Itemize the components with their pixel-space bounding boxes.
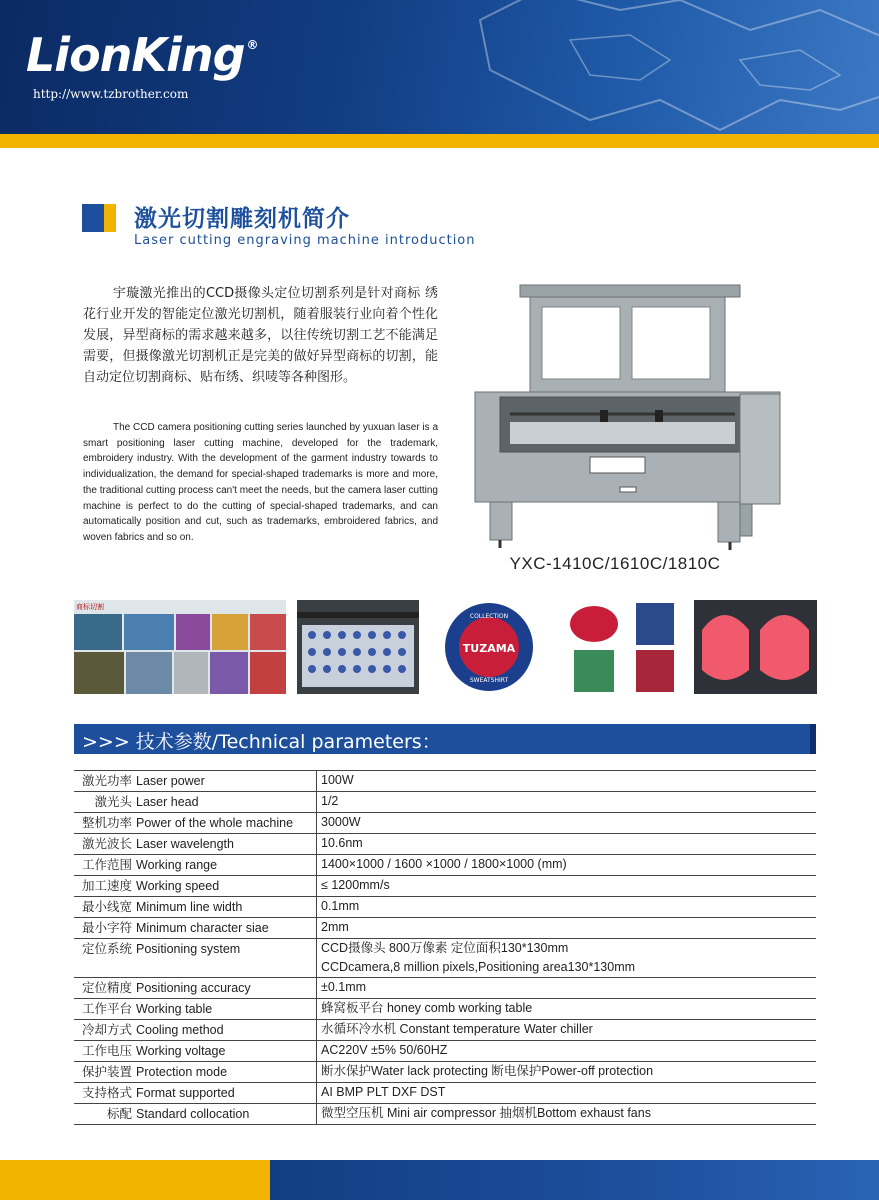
param-label	[74, 999, 317, 1020]
laser-machine-image	[470, 282, 785, 557]
title-marker-yellow	[104, 204, 116, 232]
param-value-text: 1400×1000 / 1600 ×1000 / 1800×1000 (mm)	[321, 857, 567, 871]
param-value-text: 10.6nm	[321, 836, 363, 850]
param-value-text: ≤ 1200mm/s	[321, 878, 390, 892]
table-row	[74, 918, 816, 939]
param-label	[74, 978, 317, 999]
table-row	[74, 897, 816, 918]
param-label-cn: 最小字符	[81, 920, 132, 935]
param-label-en: Working voltage	[136, 1044, 226, 1058]
param-label	[74, 918, 317, 939]
param-label-en: Minimum line width	[136, 900, 243, 914]
gallery-image-emblems	[566, 600, 676, 694]
param-label	[74, 1041, 317, 1062]
param-value-text: CCD摄像头 800万像素 定位面积130*130mm	[321, 941, 569, 955]
param-label-cn: 支持格式	[81, 1085, 132, 1100]
tech-params-title: >>> 技术参数/Technical parameters：	[82, 731, 441, 753]
param-label	[74, 939, 317, 978]
param-value	[317, 939, 817, 978]
param-label	[74, 834, 317, 855]
param-label-en: Laser power	[136, 774, 205, 788]
param-label-en: Cooling method	[136, 1023, 224, 1037]
param-value	[317, 792, 817, 813]
params-table	[74, 770, 816, 1125]
param-label-cn: 标配	[106, 1106, 132, 1121]
badge-text-sweatshirt: SWEATSHIRT	[469, 677, 509, 684]
table-row	[74, 855, 816, 876]
param-label-cn: 激光波长	[81, 836, 132, 851]
param-value-text: 3000W	[321, 815, 361, 829]
param-label-en: Standard collocation	[136, 1107, 250, 1121]
param-label-en: Power of the whole machine	[136, 816, 294, 830]
table-row	[74, 999, 816, 1020]
param-label	[74, 855, 317, 876]
badge-text-tuzama: TUZAMA	[462, 642, 516, 655]
param-label-cn: 整机功率	[81, 815, 132, 830]
param-value-text: 0.1mm	[321, 899, 360, 913]
table-row	[74, 1083, 816, 1104]
param-label-en: Protection mode	[136, 1065, 228, 1079]
brand-url[interactable]: http://www.tzbrother.com	[33, 87, 189, 101]
footer-bar-yellow	[0, 1160, 270, 1200]
param-label-cn: 冷却方式	[81, 1022, 132, 1037]
world-map-graphic	[420, 0, 879, 134]
table-row	[74, 876, 816, 897]
param-label-cn: 工作平台	[81, 1001, 132, 1016]
param-label	[74, 876, 317, 897]
param-label-en: Working speed	[136, 879, 220, 893]
table-row	[74, 813, 816, 834]
param-label	[74, 771, 317, 792]
param-label-en: Minimum character siae	[136, 921, 269, 935]
param-value	[317, 813, 817, 834]
param-label-en: Working range	[136, 858, 218, 872]
param-label-cn: 最小线宽	[81, 899, 132, 914]
table-row	[74, 1104, 816, 1125]
gallery-image-patches	[74, 600, 286, 694]
param-label-cn: 工作范围	[81, 857, 132, 872]
section-title-en: Laser cutting engraving machine introduction	[134, 233, 476, 248]
param-value	[317, 834, 817, 855]
param-label-cn: 保护装置	[81, 1064, 132, 1079]
param-value-text-2: CCDcamera,8 million pixels,Positioning area130*130mm	[321, 960, 636, 974]
footer-bar-blue	[270, 1160, 879, 1200]
gallery-image-pink-patches	[694, 600, 817, 694]
header-strip	[0, 134, 879, 148]
param-label-cn: 激光功率	[81, 773, 132, 788]
header-banner	[0, 0, 879, 134]
param-value	[317, 1104, 817, 1125]
title-marker-blue	[82, 204, 106, 232]
section-title-cn: 激光切割雕刻机简介	[134, 206, 350, 232]
param-value	[317, 978, 817, 999]
param-label	[74, 1083, 317, 1104]
param-label-en: Laser wavelength	[136, 837, 234, 851]
param-value-text: 微型空压机 Mini air compressor 抽烟机Bottom exhaust fans	[321, 1106, 651, 1120]
table-row	[74, 771, 816, 792]
table-row	[74, 978, 816, 999]
param-label	[74, 1020, 317, 1041]
param-value-text: 断水保护Water lack protecting 断电保护Power-off protection	[321, 1064, 654, 1078]
gallery-image-tuzama-badge	[434, 600, 544, 694]
param-label-cn: 定位系统	[81, 941, 132, 956]
param-label-cn: 定位精度	[81, 980, 132, 995]
param-label-cn: 工作电压	[81, 1043, 132, 1058]
table-row	[74, 1062, 816, 1083]
param-label-cn: 加工速度	[81, 878, 132, 893]
param-label	[74, 1062, 317, 1083]
param-value	[317, 771, 817, 792]
gallery-image-cutting-table	[297, 600, 419, 694]
param-label	[74, 792, 317, 813]
param-value-text: AC220V ±5% 50/60HZ	[321, 1043, 448, 1057]
param-label-en: Laser head	[136, 795, 199, 809]
param-label-en: Format supported	[136, 1086, 235, 1100]
param-label-en: Working table	[136, 1002, 213, 1016]
intro-paragraph-cn: 宇璇激光推出的CCD摄像头定位切割系列是针对商标 绣花行业开发的智能定位激光切割机，随着服装行业向着个性化发展，异型商标的需求越来越多，以往传统切割工艺不能满足需要，但摄像激光切割机正是完美的做好异型商标的切割，能自动定位切割商标、贴布绣、织唛等各种图形。	[83, 286, 438, 385]
param-value-text: ±0.1mm	[321, 980, 367, 994]
intro-paragraph-en: The CCD camera positioning cutting series launched by yuxuan laser is a smart positioning laser cutting machine, developed for the trademark, embroidery industry. With the development of the garment industry towards to individualization, the demand for special-shaped trademarks is more and more, the traditional cutting process can't meet the needs, but the camera laser cutting machine is perfect to do the cutting of special-shaped trademarks, and can automatically position and cut, such as trademarks, embroidered fabrics, and woven fabrics and so on.	[83, 422, 438, 543]
table-row	[74, 792, 816, 813]
param-value	[317, 876, 817, 897]
param-value-text: 100W	[321, 773, 354, 787]
param-value-text: 水循环冷水机 Constant temperature Water chiller	[321, 1022, 593, 1036]
param-value-text: 2mm	[321, 920, 349, 934]
param-value	[317, 999, 817, 1020]
param-value-text: AI BMP PLT DXF DST	[321, 1085, 446, 1099]
table-row	[74, 1020, 816, 1041]
param-value	[317, 855, 817, 876]
param-value-text: 1/2	[321, 794, 339, 808]
param-label-cn: 激光头	[94, 794, 132, 809]
param-value	[317, 918, 817, 939]
param-value	[317, 1083, 817, 1104]
brand-logo: LionKing ®	[26, 28, 258, 82]
table-row	[74, 939, 816, 978]
param-label	[74, 897, 317, 918]
tech-params-header	[74, 724, 816, 754]
table-row	[74, 1041, 816, 1062]
param-label	[74, 1104, 317, 1125]
param-label-en: Positioning accuracy	[136, 981, 251, 995]
param-label-en: Positioning system	[136, 942, 241, 956]
table-row	[74, 834, 816, 855]
param-label	[74, 813, 317, 834]
param-value	[317, 1020, 817, 1041]
badge-text-collection: COLLECTION	[469, 613, 509, 620]
param-value	[317, 1041, 817, 1062]
header-accent	[810, 724, 816, 754]
param-value	[317, 1062, 817, 1083]
param-value-text: 蜂窝板平台 honey comb working table	[321, 1001, 533, 1015]
param-value	[317, 897, 817, 918]
gallery-label: 商标切割	[76, 603, 104, 611]
machine-model-label: YXC-1410C/1610C/1810C	[509, 554, 721, 573]
